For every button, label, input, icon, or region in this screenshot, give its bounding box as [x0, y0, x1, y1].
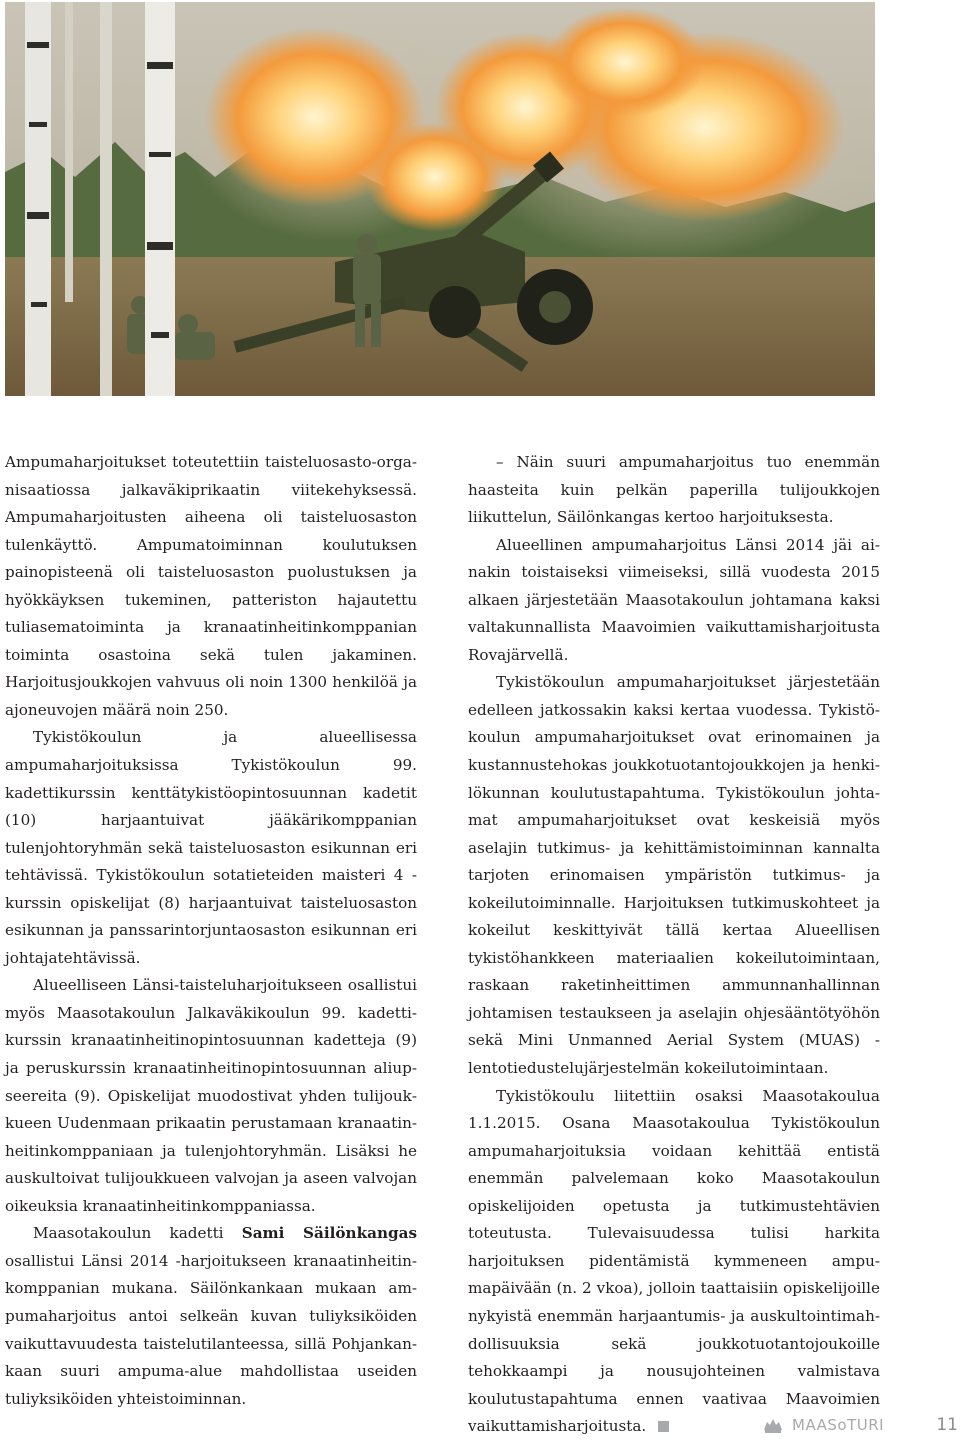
left-text-column — [5, 449, 417, 1413]
left-paragraph-1: Ampumaharjoitukset toteutettiin taisteluosasto-organisaatiossa jalkaväkiprikaatin viitekehyksessä. Ampumaharjoitusten aiheena oli taisteluosaston tulenkäyttö. Ampumatoiminnan koulutuksen painopisteenä oli taisteluosaston puolustuksen ja hyökkäyksen tukeminen, patteriston hajautettu tuliasematoiminta ja kranaatinheitinkomppanian toiminta osastoina sekä tulen jakaminen. Harjoitusjoukkojen vahvuus oli noin 1300 henkilöä ja ajoneuvojen määrä noin 250. — [5, 453, 417, 719]
magazine-name: MAASoTURI — [792, 1416, 885, 1434]
right-paragraph-1: – Näin suuri ampumaharjoitus tuo enemmän haasteita kuin pelkän paperilla tulijoukkojen liikuttelun, Säilönkangas kertoo harjoituksesta. — [468, 453, 880, 527]
article-photo — [5, 2, 875, 396]
right-paragraph-2: Alueellinen ampumaharjoitus Länsi 2014 jäi ainakin toistaiseksi viimeiseksi, sillä vuodesta 2015 alkaen järjestetään Maasotakoulun johtamana kaksi valtakunnallista Maavoimien vaikuttamisharjoitusta Rovajärvellä. — [468, 535, 880, 664]
right-paragraph-3: Tykistökoulun ampumaharjoitukset järjestetään edelleen jatkossakin kaksi kertaa vuodessa. Tykistökoulun ampumaharjoitukset ovat erinomainen ja kustannustehokas joukkotuotantojoukkojen ja henkilökunnan koulutustapahtuma. Tykistökoulun johtamat ampumaharjoitukset ovat keskeisiä myös aselajin tutkimus- ja kehittämistoiminnan kannalta tarjoten erinomaisen ympäristön tutkimus- ja kokeilutoiminnalle. Harjoituksen tutkimuskohteet ja kokeilut keskittyivät tällä kertaa Alueellisen tykistöhankkeen materiaalien kokeilutoimintaan, raskaan raketinheittimen ammunnanhallinnan johtamisen testaukseen ja aselajin ohjesääntötyöhön sekä Mini Unmanned Aerial System (MUAS) -lentotiedustelujärjestelmän kokeilutoimintaan. — [468, 673, 880, 1078]
end-of-article-square-icon — [658, 1421, 669, 1432]
cadet-name: Sami Säilönkangas — [241, 1224, 417, 1243]
lion-emblem-icon — [762, 1416, 784, 1434]
left-paragraph-3: Alueelliseen Länsi-taisteluharjoitukseen osallistui myös Maasotakoulun Jalkaväkikoulun 99. kadettikurssin kranaatinheitinopintosuunnan kadetteja (9) ja peruskurssin kranaatinheitinopintosuunnan aliupseereita (9). Opiskelijat muodostivat yhden tulijoukkueen Uudenmaan prikaatin perustamaan kranaatinheitinkomppaniaan ja tulenjohtoryhmän. Lisäksi he auskultoivat tulijoukkueen valvojan ja aseen valvojan oikeuksia kranaatinheitinkomppaniassa. — [5, 976, 417, 1215]
right-p4-text: Tykistökoulu liitettiin osaksi Maasotakoulua 1.1.2015. Osana Maasotakoulua Tykistökoulun ampumaharjoituksia voidaan kehittää entistä enemmän palvelemaan koko Maasotakoulun opiskelijoiden opetusta ja tutkimustehtävien toteutusta. Tulevaisuudessa tulisi harkita harjoituksen pidentämistä kymmeneen ampumapäivään (n. 2 vkoa), jolloin taattaisiin opiskelijoille nykyistä enemmän harjaantumis- ja auskultointimahdollisuuksia sekä joukkotuotantojoukoille tehokkaampi ja nousujohteinen valmistava koulutustapahtuma ennen vaativaa Maavoimien vaikuttamisharjoitusta. — [468, 1086, 880, 1436]
left-p4-intro: Maasotakoulun kadetti — [33, 1224, 242, 1243]
left-paragraph-4 — [5, 1220, 417, 1413]
left-p4-body: osallistui Länsi 2014 -harjoitukseen kranaatinheitinkomppanian mukana. Säilönkankaan mukaan ampumaharjoitus antoi selkeän kuvan tuliyksiköiden vaikuttavuudesta taistelutilanteessa, sillä Pohjankankaan suuri ampuma-alue mahdollistaa useiden tuliyksiköiden yhteistoiminnan. — [5, 1251, 417, 1408]
right-text-column — [468, 449, 880, 1441]
left-paragraph-2: Tykistökoulun ja alueellisessa ampumaharjoituksissa Tykistökoulun 99. kadettikurssin kenttätykistöopintosuunnan kadetit (10) harjaantuivat jääkärikomppanian tulenjohtoryhmän sekä taisteluosaston esikunnan eri tehtävissä. Tykistökoulun sotatieteiden maisteri 4 -kurssin opiskelijat (8) harjaantuivat taisteluosaston esikunnan ja panssarintorjuntaosaston esikunnan eri johtajatehtävissä. — [5, 728, 417, 967]
page-footer — [762, 1414, 958, 1436]
right-paragraph-4 — [468, 1083, 880, 1441]
artillery-firing-photo — [5, 2, 875, 396]
page-number: 11 — [936, 1415, 958, 1435]
